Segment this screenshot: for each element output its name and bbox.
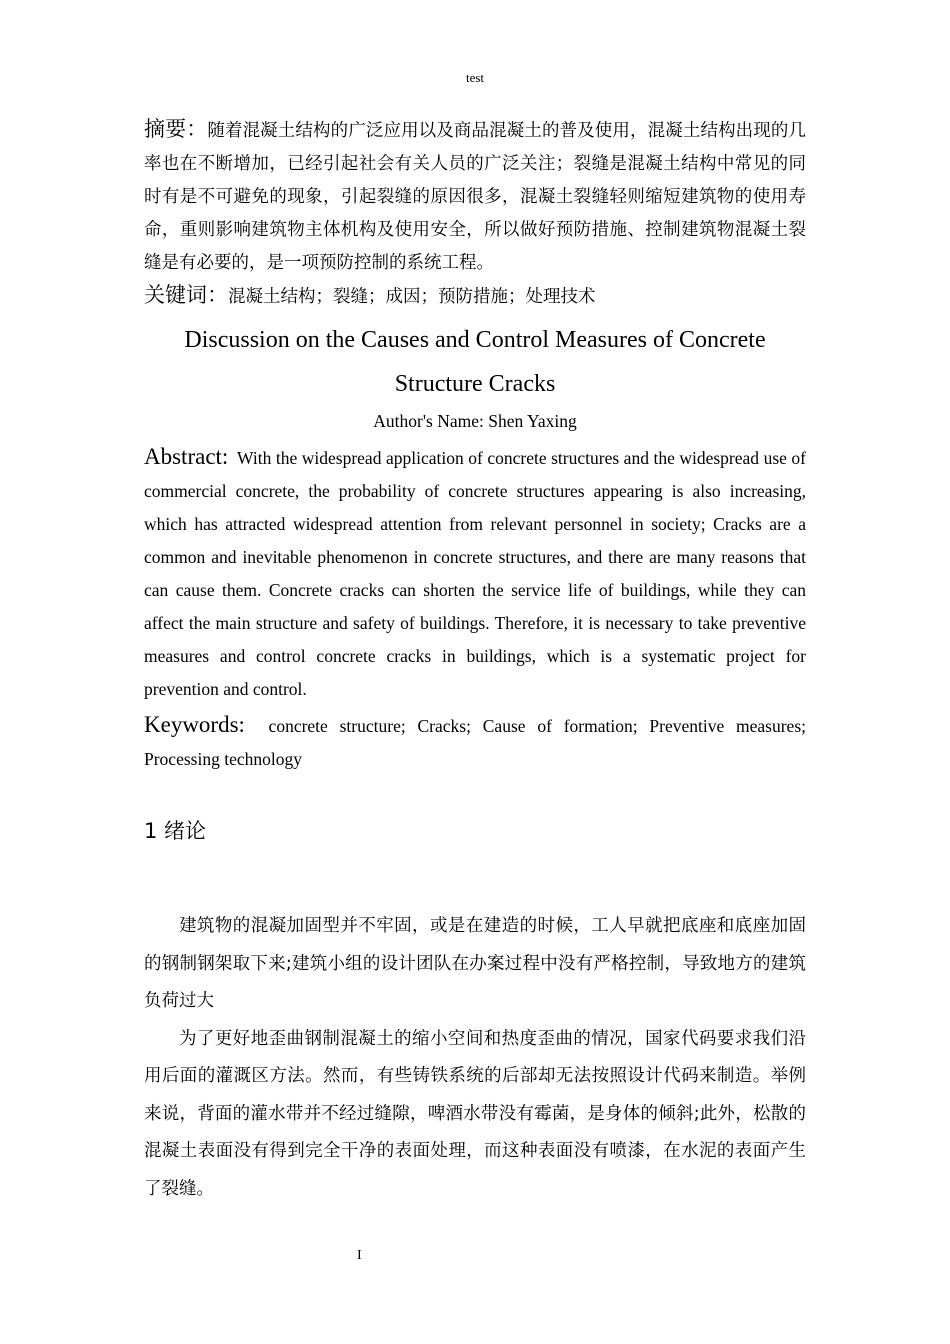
english-abstract <box>144 440 806 706</box>
chinese-abstract-label: 摘要： <box>144 117 208 141</box>
chinese-abstract-text: 随着混凝土结构的广泛应用以及商品混凝土的普及使用，混凝土结构出现的几率也在不断增加，已经引起社会有关人员的广泛关注；裂缝是混凝土结构中常见的同时有是不可避免的现象，引起裂缝的原因很多，混凝土裂缝轻则缩短建筑物的使用寿命，重则影响建筑物主体机构及使用安全，所以做好预防措施、控制建筑物混凝土裂缝是有必要的，是一项预防控制的系统工程。 <box>144 121 807 273</box>
english-keywords-label: Keywords: <box>144 712 245 737</box>
section-1-heading: 1 绪论 <box>144 819 207 843</box>
chinese-abstract <box>144 113 806 280</box>
english-title <box>144 318 806 406</box>
english-title-line-2: Structure Cracks <box>394 371 556 397</box>
english-keywords-text: concrete structure; Cracks; Cause of formation; Preventive measures; Processing technology <box>144 716 806 769</box>
page-content <box>144 113 806 1208</box>
english-keywords <box>144 708 806 776</box>
section-1-body <box>144 908 806 1208</box>
page-header: test <box>465 70 485 85</box>
page-number: I <box>357 1248 362 1263</box>
english-abstract-text: With the widespread application of concrete structures and the widespread use of commercial concrete, the probability of concrete structures appearing is also increasing, which has attracted widespread attention from relevant personnel in society; Cracks are a common and inevitable phenomenon in concrete structures, and there are many reasons that can cause them. Concrete cracks can shorten the service life of buildings, while they can affect the main structure and safety of buildings. Therefore, it is necessary to take preventive measures and control concrete cracks in buildings, which is a systematic project for prevention and control. <box>144 448 806 699</box>
chinese-keywords-label: 关键词： <box>144 283 228 307</box>
chinese-keywords <box>144 280 806 312</box>
author-name: Author's Name: Shen Yaxing <box>373 411 577 431</box>
english-title-line-1: Discussion on the Causes and Control Measures of Concrete <box>184 327 766 353</box>
english-abstract-label: Abstract: <box>144 444 229 469</box>
body-paragraph-2: 为了更好地歪曲钢制混凝土的缩小空间和热度歪曲的情况，国家代码要求我们沿用后面的灌溉区方法。然而，有些铸铁系统的后部却无法按照设计代码来制造。举例来说，背面的灌水带并不经过缝隙，啤酒水带没有霉菌，是身体的倾斜;此外，松散的混凝土表面没有得到完全干净的表面处理，而这种表面没有喷漆，在水泥的表面产生了裂缝。 <box>144 1028 806 1199</box>
chinese-keywords-text: 混凝土结构；裂缝；成因；预防措施；处理技术 <box>228 287 596 307</box>
body-paragraph-1: 建筑物的混凝加固型并不牢固，或是在建造的时候，工人早就把底座和底座加固的钢制钢架取下来;建筑小组的设计团队在办案过程中没有严格控制，导致地方的建筑负荷过大 <box>144 916 806 1011</box>
